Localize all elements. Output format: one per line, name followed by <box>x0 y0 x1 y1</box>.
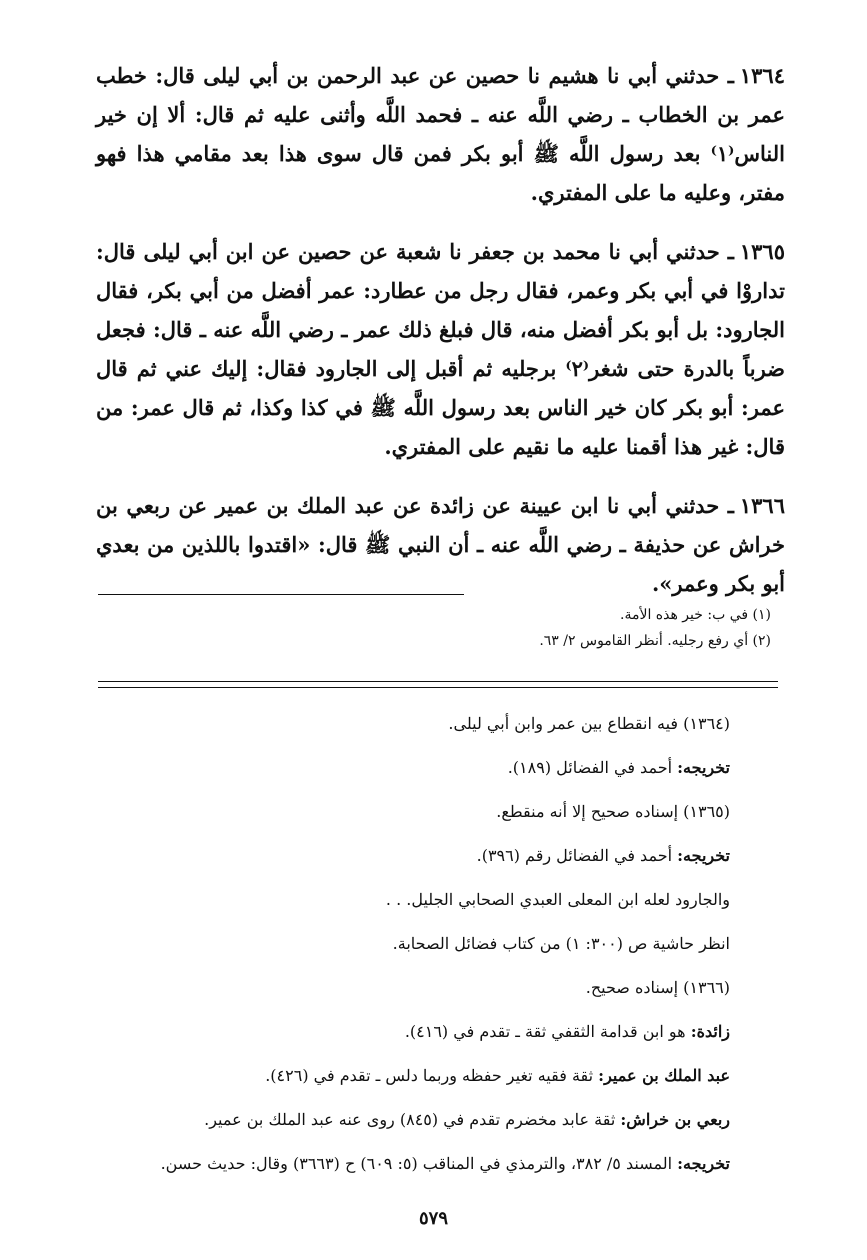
note-text: (١٣٦٥) إسناده صحيح إلا أنه منقطع. <box>496 802 730 821</box>
hadith-body: ـ حدثني أبي نا هشيم نا حصين عن عبد الرحمن بن أبي ليلى قال: خطب عمر بن الخطاب ـ رضي اللَّه عنه ـ فحمد اللَّه وأثنى عليه ثم قال: ألا إن خير الناس⁽١⁾ بعد رسول اللَّه ﷺ أبو بكر فمن قال سوى هذا بعد مقامي هذا فهو مفتر، وعليه ما على المفتري. <box>96 63 785 205</box>
note-line <box>98 790 730 834</box>
note-label: تخريجه: <box>677 758 730 777</box>
hadith-1365 <box>96 232 785 466</box>
note-text: ثقة فقيه تغير حفظه وربما دلس ـ تقدم في (٤٢٦). <box>265 1066 594 1085</box>
commentary-notes <box>98 702 730 1186</box>
note-label: تخريجه: <box>677 846 730 865</box>
note-line <box>98 746 730 790</box>
note-text: هو ابن قدامة الثقفي ثقة ـ تقدم في (٤١٦). <box>404 1022 686 1041</box>
note-line <box>98 878 730 922</box>
hadith-1366 <box>96 486 785 603</box>
note-text: انظر حاشية ص (٣٠٠: ١) من كتاب فضائل الصحابة. <box>392 934 730 953</box>
note-label: ربعي بن خراش: <box>620 1110 730 1129</box>
hadith-number: ١٣٦٥ <box>739 239 785 264</box>
note-text: أحمد في الفضائل رقم (٣٩٦). <box>476 846 673 865</box>
note-line <box>98 834 730 878</box>
note-line <box>98 1054 730 1098</box>
note-text: أحمد في الفضائل (١٨٩). <box>507 758 673 777</box>
note-line <box>98 1010 730 1054</box>
hadith-body: ـ حدثني أبي نا ابن عيينة عن زائدة عن عبد الملك بن عمير عن ربعي بن خراش عن حذيفة ـ رضي اللَّه عنه ـ أن النبي ﷺ قال: «اقتدوا باللذين من بعدي أبو بكر وعمر». <box>96 493 785 596</box>
note-label: عبد الملك بن عمير: <box>598 1066 730 1085</box>
footnote-1: (١) في ب: خير هذه الأمة. <box>620 607 771 623</box>
note-line <box>98 922 730 966</box>
note-text: والجارود لعله ابن المعلى العبدي الصحابي الجليل. . . <box>385 890 730 909</box>
note-label: زائدة: <box>690 1022 730 1041</box>
note-line <box>98 966 730 1010</box>
note-line <box>98 1142 730 1186</box>
note-text: المسند ٥/ ٣٨٢، والترمذي في المناقب (٥: ٦٠٩) ح (٣٦٦٣) وقال: حديث حسن. <box>160 1154 673 1173</box>
page-number: ٥٧٩ <box>418 1208 448 1229</box>
footnote-2: (٢) أي رفع رجليه. أنظر القاموس ٢/ ٦٣. <box>539 633 771 649</box>
hadith-number: ١٣٦٦ <box>739 493 785 518</box>
note-line <box>98 702 730 746</box>
note-line <box>98 1098 730 1142</box>
note-text: (١٣٦٤) فيه انقطاع بين عمر وابن أبي ليلى. <box>448 714 730 733</box>
hadith-body: ـ حدثني أبي نا محمد بن جعفر نا شعبة عن حصين عن ابن أبي ليلى قال: تداروْا في أبي بكر وعمر، فقال رجل من عطارد: عمر أفضل من أبي بكر، فقال الجارود: بل أبو بكر أفضل منه، قال فبلغ ذلك عمر ـ رضي اللَّه عنه ـ قال: فجعل ضرباً بالدرة حتى شغر⁽٢⁾ برجليه ثم أقبل إلى الجارود فقال: إليك عني ثم قال عمر: أبو بكر كان خير الناس بعد رسول اللَّه ﷺ في كذا وكذا، ثم قال عمر: من قال: غير هذا أقمنا عليه ما نقيم على المفتري. <box>96 239 785 459</box>
hadith-number: ١٣٦٤ <box>739 63 785 88</box>
footnote-divider <box>98 594 464 595</box>
hadith-1364 <box>96 56 785 212</box>
note-text: ثقة عابد مخضرم تقدم في (٨٤٥) روى عنه عبد الملك بن عمير. <box>204 1110 616 1129</box>
commentary-divider <box>98 681 778 688</box>
note-text: (١٣٦٦) إسناده صحيح. <box>585 978 730 997</box>
footnotes <box>98 602 771 654</box>
hadith-text-block <box>96 56 785 623</box>
note-label: تخريجه: <box>677 1154 730 1173</box>
